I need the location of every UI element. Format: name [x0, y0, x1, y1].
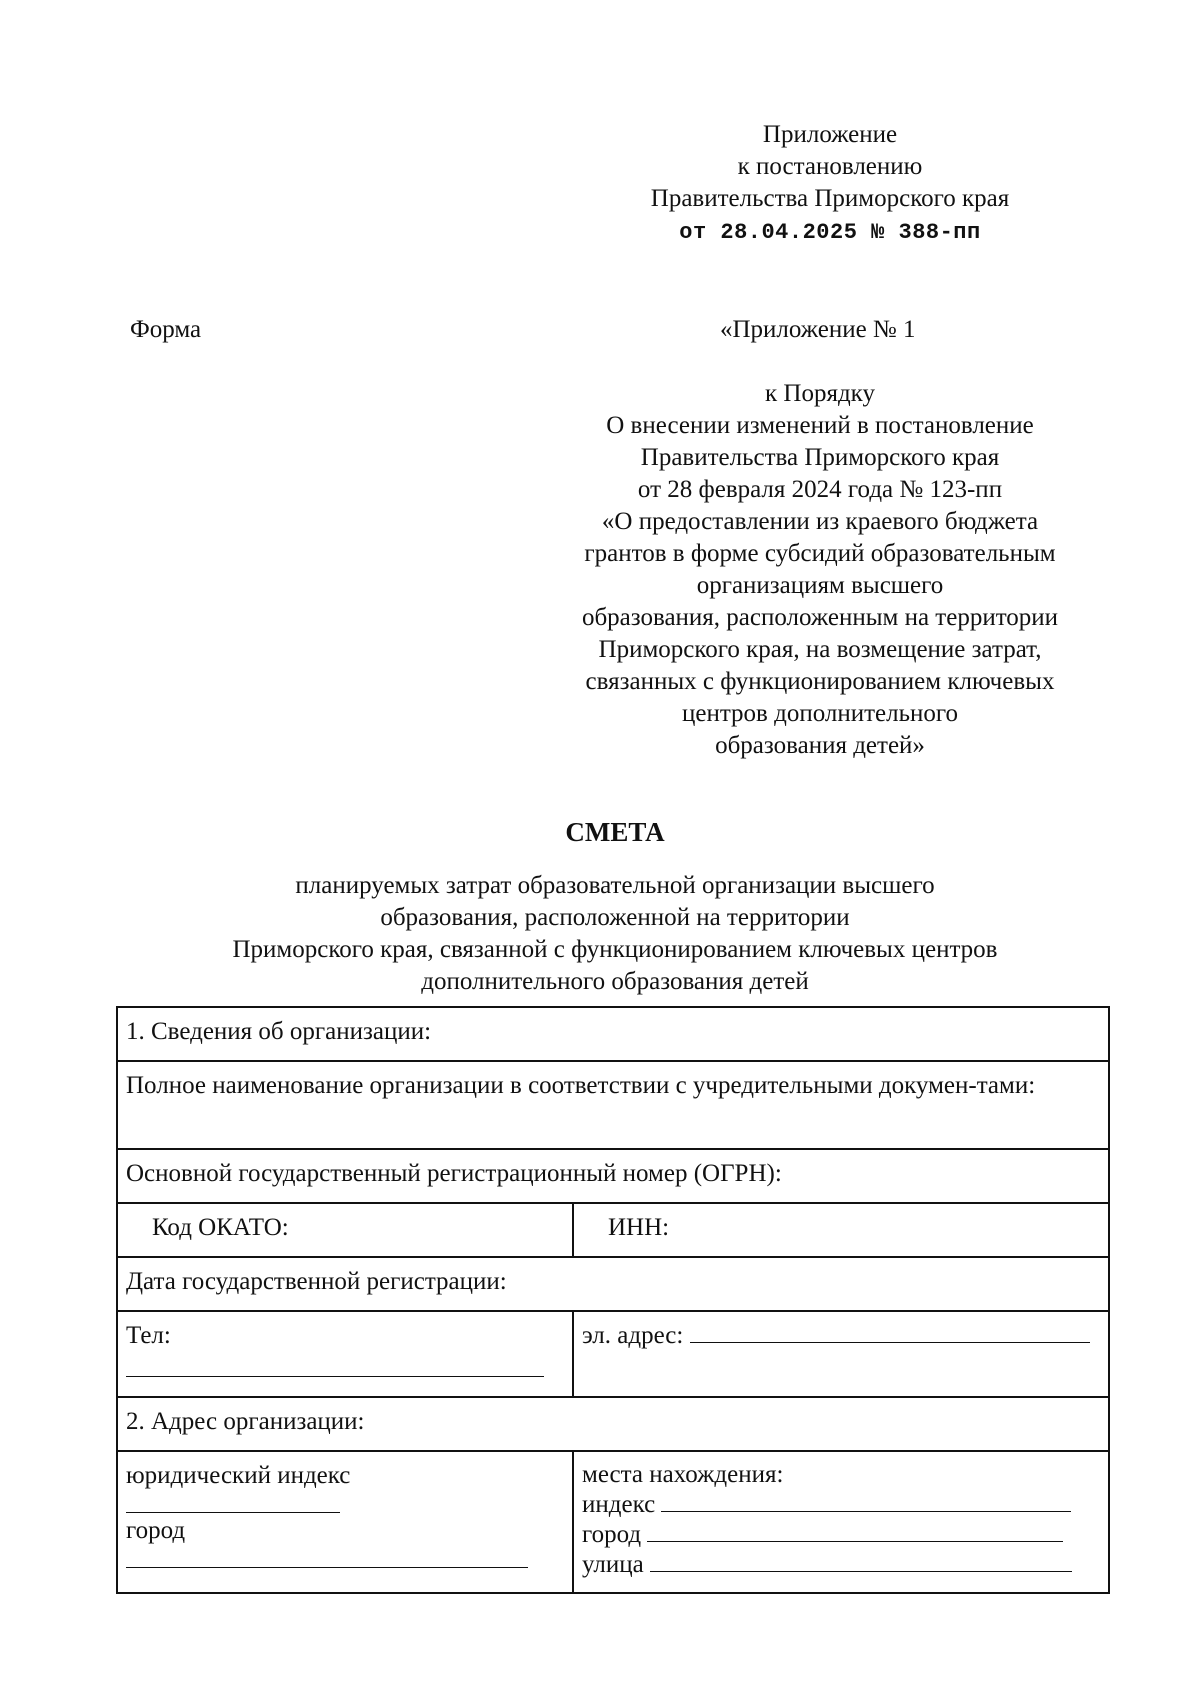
- table-row: [118, 1204, 1108, 1258]
- section-1-heading: 1. Сведения об организации:: [126, 1018, 432, 1045]
- email-input-line[interactable]: [690, 1322, 1090, 1343]
- location-label: места нахождения:: [582, 1461, 784, 1488]
- approval-block: [600, 119, 1060, 249]
- okato-field[interactable]: Код ОКАТО:: [118, 1204, 574, 1256]
- table-row: [118, 1008, 1108, 1062]
- email-label: эл. адрес:: [582, 1322, 684, 1349]
- approval-line-1: Приложение: [762, 121, 898, 148]
- registration-date-field[interactable]: Дата государственной регистрации:: [126, 1268, 507, 1295]
- table-row: [118, 1150, 1108, 1204]
- order-reference-block: [520, 378, 1120, 762]
- subtitle-line: дополнительного образования детей: [421, 968, 809, 995]
- legal-index-label: юридический индекс: [126, 1462, 351, 1489]
- order-line: от 28 февраля 2024 года № 123-пп: [637, 476, 1003, 503]
- subtitle-line: планируемых затрат образовательной организации высшего: [295, 872, 935, 899]
- phone-label: Тел:: [126, 1322, 171, 1349]
- location-street-label: улица: [582, 1551, 644, 1578]
- table-row: [118, 1398, 1108, 1452]
- table-row: [118, 1062, 1108, 1150]
- ogrn-field[interactable]: Основной государственный регистрационный номер (ОГРН):: [126, 1160, 782, 1187]
- email-cell: [574, 1312, 1108, 1396]
- approval-line-3: Правительства Приморского края: [650, 185, 1010, 212]
- organization-info-table: [116, 1006, 1110, 1594]
- subtitle-line: образования, расположенной на территории: [380, 904, 850, 931]
- table-row: [118, 1452, 1108, 1592]
- legal-city-label: город: [126, 1517, 186, 1544]
- section-2-heading: 2. Адрес организации:: [126, 1408, 365, 1435]
- order-line: образования, расположенным на территории: [581, 604, 1059, 631]
- document-subtitle: [100, 870, 1130, 998]
- order-line: связанных с функционированием ключевых: [585, 668, 1055, 695]
- order-line: грантов в форме субсидий образовательным: [584, 540, 1056, 567]
- inn-field[interactable]: ИНН:: [608, 1214, 670, 1241]
- order-line: Правительства Приморского края: [640, 444, 1000, 471]
- approval-date: от 28.04.2025 № 388-пп: [679, 220, 981, 245]
- table-row: [118, 1312, 1108, 1398]
- full-name-field[interactable]: Полное наименование организации в соответствии с учредительными докумен-тами:: [126, 1072, 1036, 1099]
- location-city-input-line[interactable]: [647, 1521, 1063, 1542]
- form-label: Форма: [130, 316, 202, 343]
- document-title: СМЕТА: [565, 817, 665, 847]
- location-index-input-line[interactable]: [661, 1491, 1071, 1512]
- approval-line-2: к постановлению: [737, 153, 923, 180]
- order-line: к Порядку: [765, 380, 875, 407]
- order-line: образования детей»: [715, 732, 925, 759]
- order-line: О внесении изменений в постановление: [606, 412, 1034, 439]
- phone-cell: [118, 1312, 574, 1396]
- table-row: [118, 1258, 1108, 1312]
- legal-index-input-line[interactable]: [126, 1492, 340, 1513]
- location-city-label: город: [582, 1521, 642, 1548]
- subtitle-line: Приморского края, связанной с функционированием ключевых центров: [232, 936, 998, 963]
- phone-input-line[interactable]: [126, 1356, 544, 1377]
- annex-number: «Приложение № 1: [720, 316, 916, 343]
- order-line: Приморского края, на возмещение затрат,: [598, 636, 1042, 663]
- order-line: центров дополнительного: [681, 700, 959, 727]
- legal-address-cell: [118, 1452, 574, 1592]
- order-line: организациям высшего: [696, 572, 944, 599]
- legal-city-input-line[interactable]: [126, 1547, 528, 1568]
- location-address-cell: [574, 1452, 1108, 1592]
- order-line: «О предоставлении из краевого бюджета: [601, 508, 1039, 535]
- location-index-label: индекс: [582, 1491, 656, 1518]
- location-street-input-line[interactable]: [650, 1551, 1072, 1572]
